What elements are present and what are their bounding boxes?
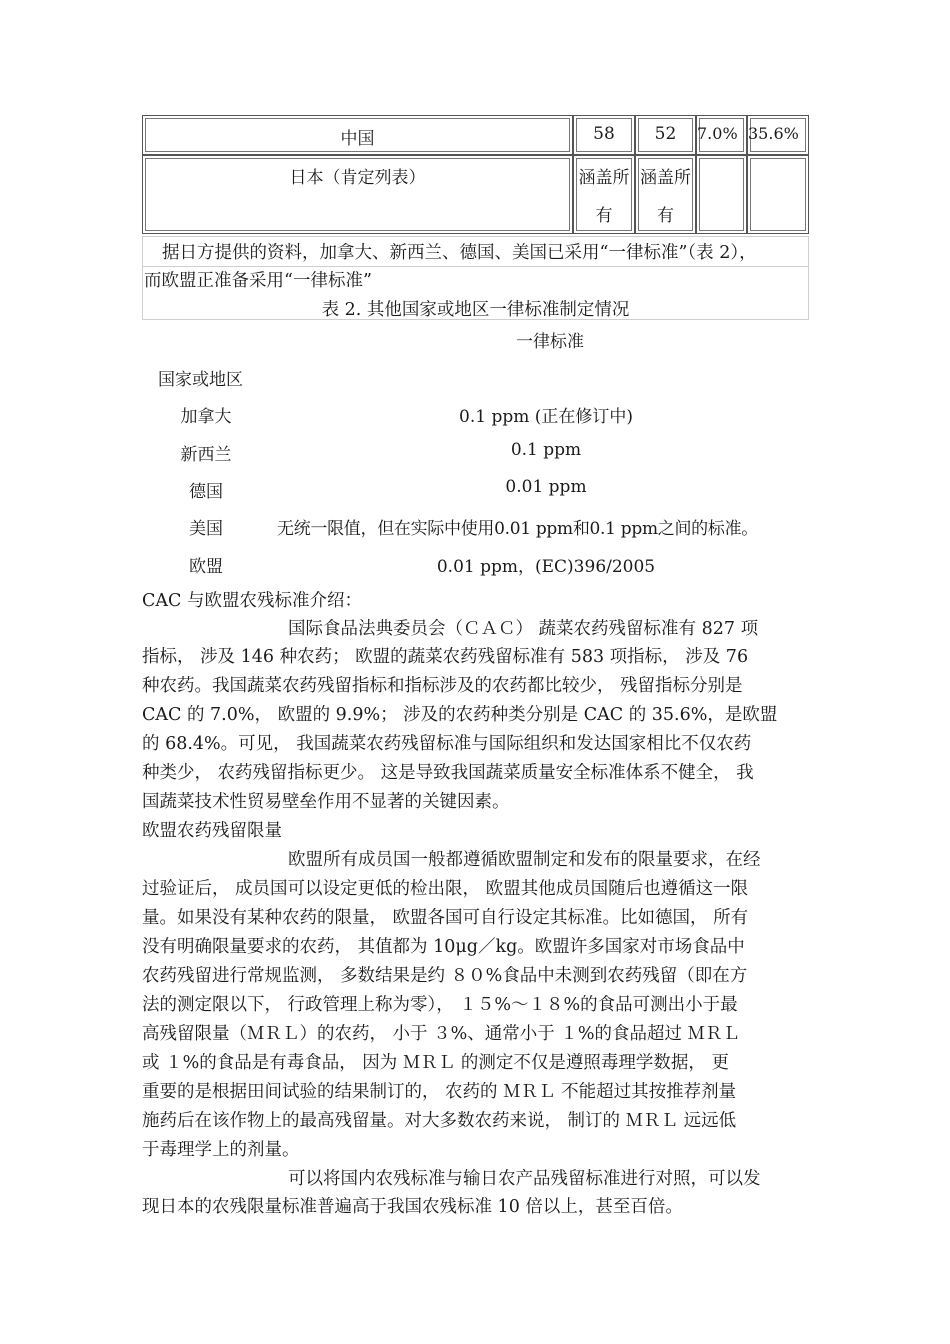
- paragraph-line: 可以将国内农残标准与输日农产品残留标准进行对照，可以发: [288, 1169, 761, 1189]
- paragraph-line: 过验证后， 成员国可以设定更低的检出限， 欧盟其他成员国随后也遵循这一限: [142, 879, 749, 899]
- paragraph-line: 重要的是根据田间试验的结果制订的， 农药的 ＭＲＬ 不能超过其按推荐剂量: [142, 1082, 737, 1102]
- table1-country: 中国: [340, 129, 375, 149]
- paragraph-line: 欧盟所有成员国一般都遵循欧盟制定和发布的限量要求，在经: [288, 850, 761, 870]
- table1-value: 58: [593, 124, 615, 144]
- table-cell: [747, 155, 809, 234]
- table1-value: 35.6%: [748, 124, 799, 143]
- paragraph-line: 种农药。我国蔬菜农药残留指标和指标涉及的农药都比较少， 残留指标分别是: [142, 676, 743, 696]
- paragraph-line: 农药残留进行常规监测， 多数结果是约 ８０%食品中未测到农药残留（即在方: [142, 966, 748, 986]
- table2-region: 美国: [189, 519, 223, 539]
- paragraph-line: 指标， 涉及 146 种农药； 欧盟的蔬菜农药残留标准有 583 项指标， 涉及 76: [142, 647, 749, 667]
- paragraph-line: 量。如果没有某种农药的限量， 欧盟各国可自行设定其标准。比如德国， 所有: [142, 908, 749, 928]
- table2-header-standard: 一律标准: [516, 332, 584, 352]
- table1-value: 7.0%: [697, 124, 738, 143]
- table2-region: 加拿大: [180, 407, 232, 427]
- table2-value: 0.01 ppm: [505, 477, 587, 497]
- paragraph-line: 于毒理学上的剂量。: [142, 1140, 300, 1160]
- table-cell: [696, 155, 747, 234]
- paragraph-line: 高残留限量（ＭＲＬ）的农药， 小于 ３%、通常小于 １%的食品超过 ＭＲＬ: [142, 1024, 741, 1044]
- table1-value: 涵盖所: [578, 168, 630, 188]
- paragraph-line: CAC 的 7.0%， 欧盟的 9.9%； 涉及的农药种类分别是 CAC 的 35.6%，是欧盟: [142, 705, 778, 725]
- table2-region: 德国: [189, 482, 223, 502]
- table2-region: 欧盟: [189, 557, 223, 577]
- paragraph-line: 施药后在该作物上的最高残留量。对大多数农药来说， 制订的 ＭＲＬ 远远低: [142, 1111, 737, 1131]
- section-heading: 欧盟农药残留限量: [142, 821, 282, 841]
- table1-value: 52: [654, 124, 677, 144]
- paragraph-line: 种类少， 农药残留指标更少。 这是导致我国蔬菜质量安全标准体系不健全， 我: [142, 763, 754, 783]
- frame-line: [142, 236, 809, 237]
- table2-value: 0.1 ppm: [510, 440, 582, 460]
- table2-header-region: 国家或地区: [158, 370, 243, 390]
- table2-region: 新西兰: [180, 445, 232, 465]
- table2-caption: 表 2. 其他国家或地区一律标准制定情况: [321, 300, 630, 320]
- paragraph-line: 的 68.4%。可见， 我国蔬菜农药残留标准与国际组织和发达国家相比不仅农药: [142, 734, 752, 754]
- paragraph-line: 国蔬菜技术性贸易壁垒作用不显著的关键因素。: [142, 792, 510, 812]
- section-heading: CAC 与欧盟农残标准介绍：: [142, 591, 362, 611]
- paragraph-line: 法的测定限以下， 行政管理上称为零）， １５%～１８%的食品可测出小于最: [142, 995, 738, 1015]
- table1-value: 涵盖所: [640, 168, 691, 188]
- table1-country: 日本（肯定列表）: [289, 168, 426, 188]
- paragraph-line: 国际食品法典委员会（ＣＡＣ） 蔬菜农药残留标准有 827 项: [288, 619, 759, 639]
- table2-value: 0.1 ppm (正在修订中): [459, 407, 633, 427]
- paragraph-line: 没有明确限量要求的农药， 其值都为 10μg／kg。欧盟许多国家对市场食品中: [142, 937, 745, 957]
- table1-value: 有: [657, 206, 674, 226]
- table2-value: 0.01 ppm，(EC)396/2005: [436, 557, 656, 577]
- table1-value: 有: [595, 206, 613, 226]
- paragraph-line: 或 １%的食品是有毒食品， 因为 ＭＲＬ 的测定不仅是遵照毒理学数据， 更: [142, 1053, 729, 1073]
- intro-line: 而欧盟正准备采用“一律标准”: [144, 271, 372, 291]
- intro-line: 据日方提供的资料，加拿大、新西兰、德国、美国已采用“一律标准”（表 2），: [162, 243, 757, 263]
- table2-value: 无统一限值，但在实际中使用0.01 ppm和0.1 ppm之间的标准。: [277, 519, 758, 539]
- paragraph-line: 现日本的农残限量标准普遍高于我国农残标准 10 倍以上，甚至百倍。: [142, 1197, 683, 1217]
